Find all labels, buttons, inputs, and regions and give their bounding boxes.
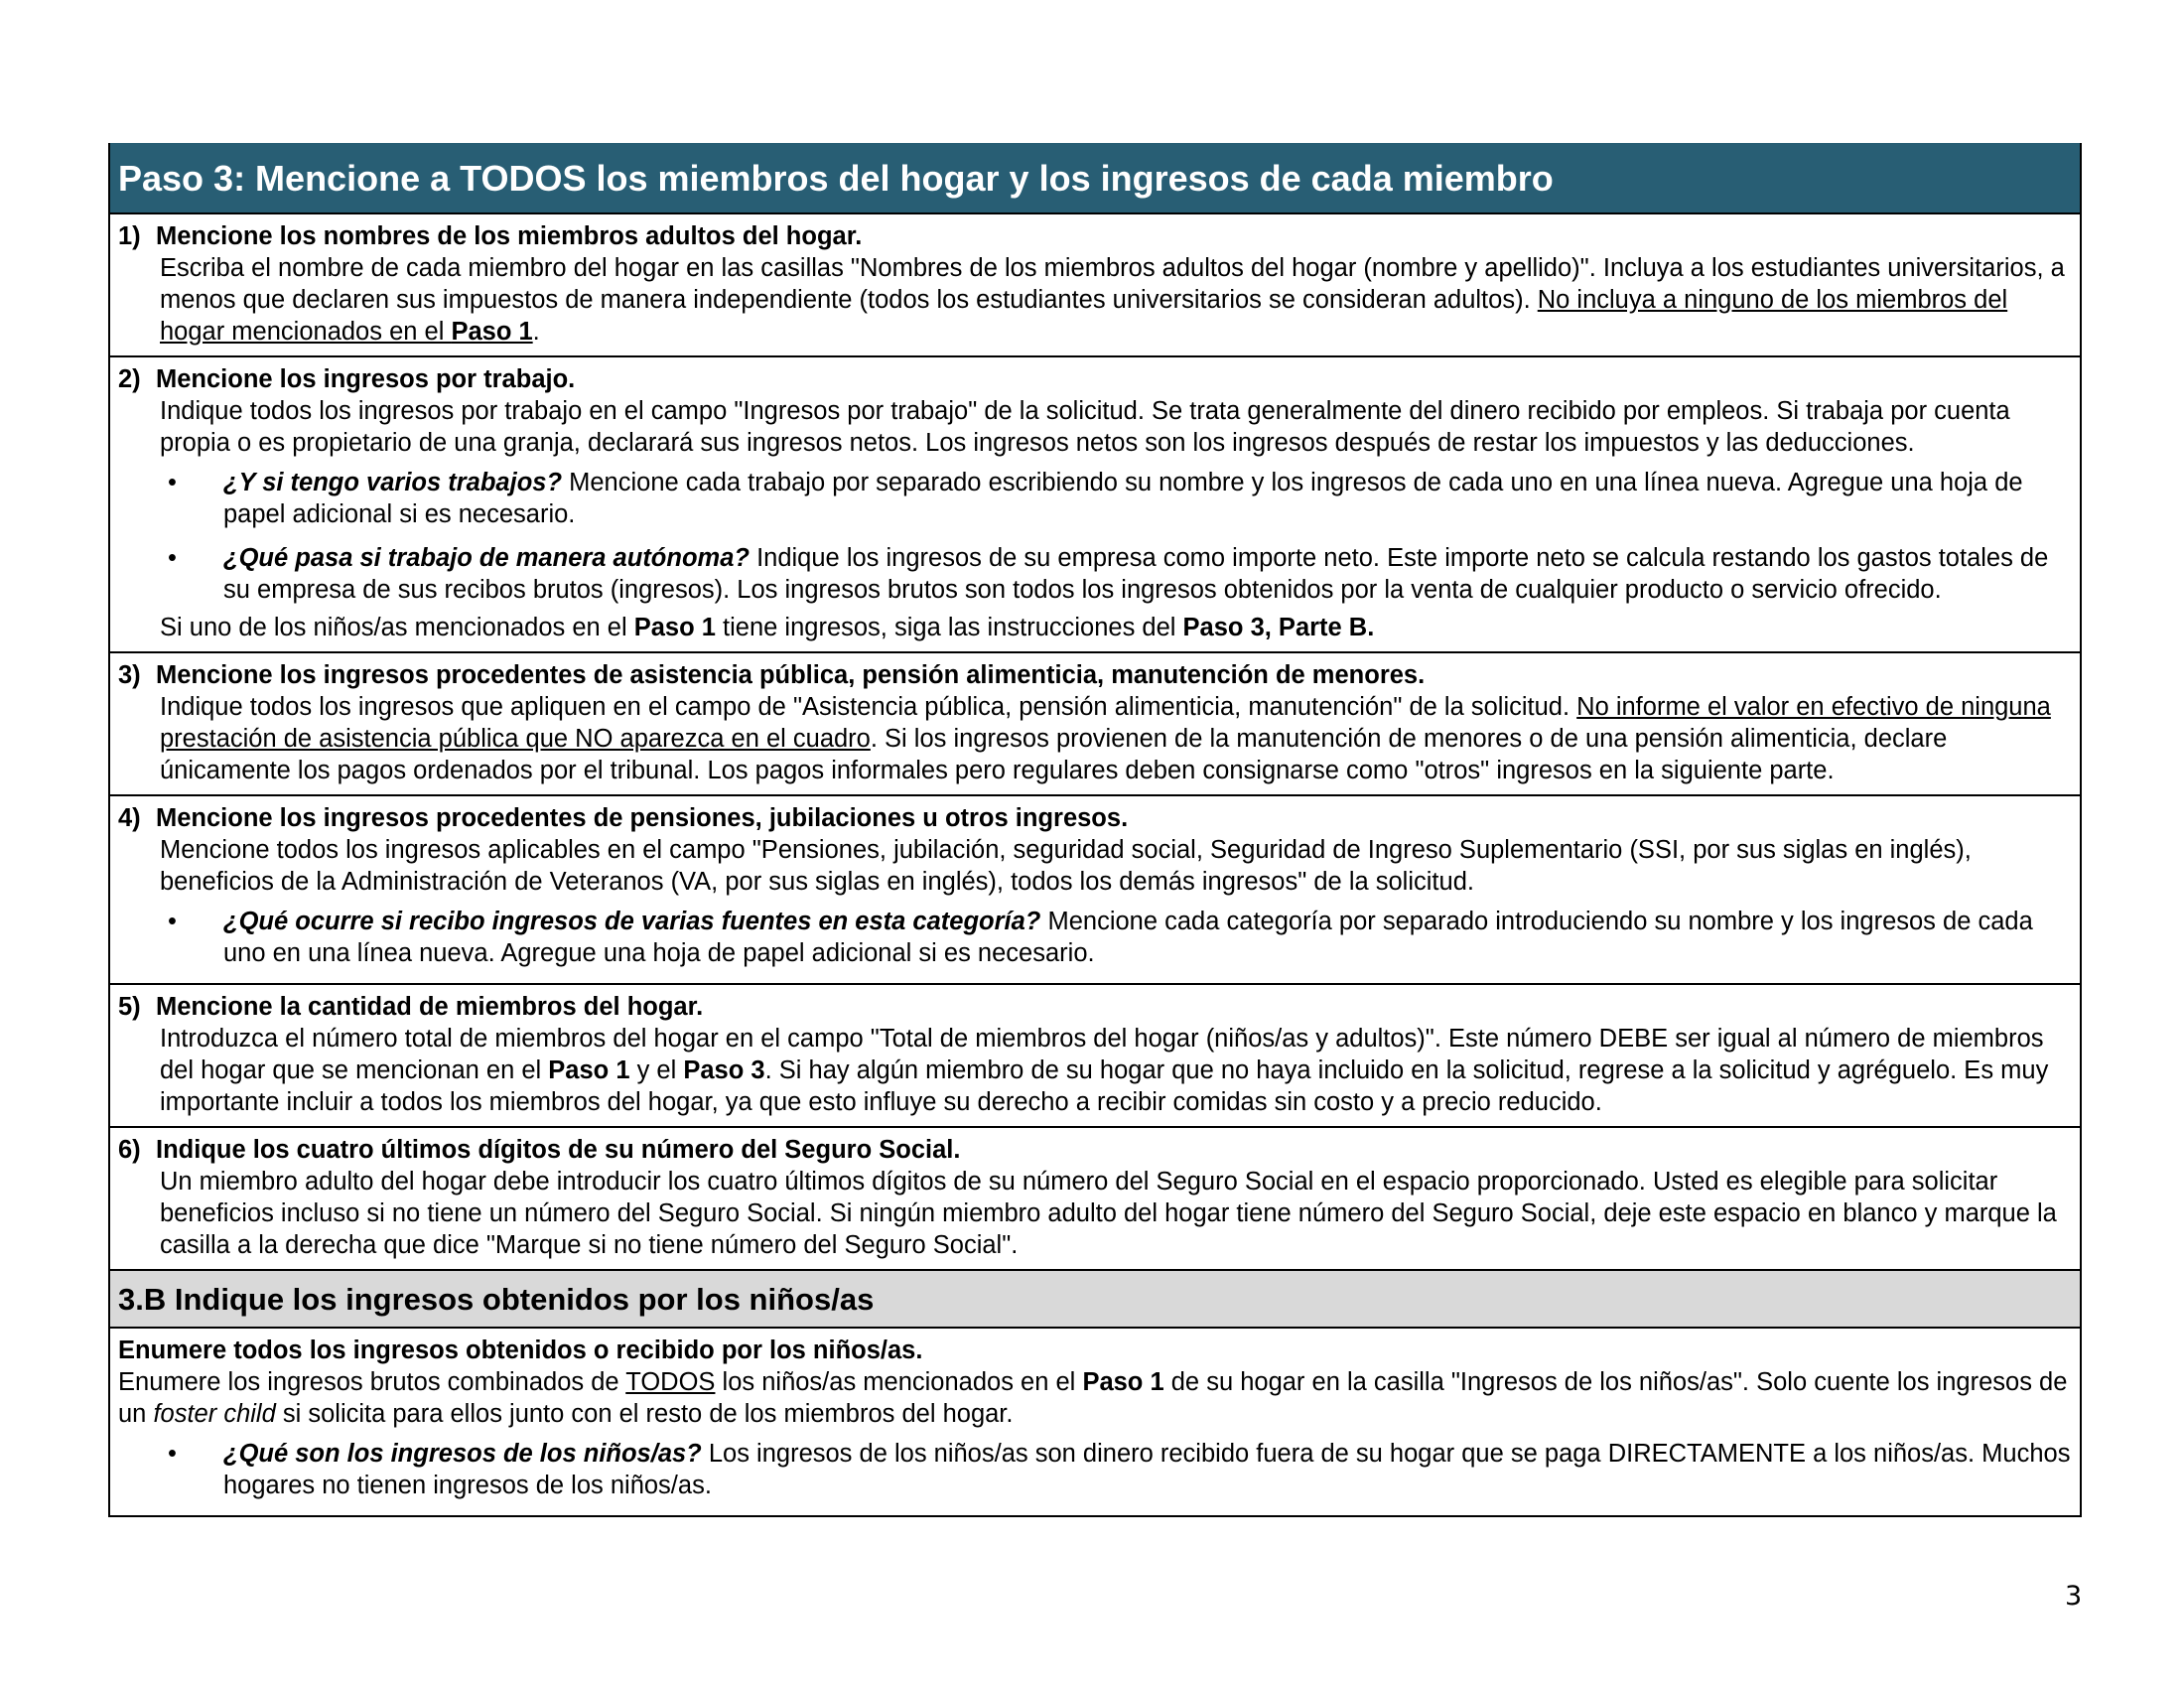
section-2-bullets: [118, 467, 2072, 606]
section-1-body: Escriba el nombre de cada miembro del hogar en las casillas "Nombres de los miembros adultos del hogar (nombre y apellido)". Incluya a los estudiantes universitarios, a menos que declaren sus impuestos de manera independiente (todos los estudiantes universitarios se consideran adultos). No incluya a ninguno de los miembros del hogar mencionados en el Paso 1.: [160, 254, 2065, 346]
part-b-title: 3.B Indique los ingresos obtenidos por los niños/as: [110, 1271, 2080, 1329]
section-5-body: Introduzca el número total de miembros del hogar en el campo "Total de miembros del hogar (niños/as y adultos)". Este número DEBE ser igual al número de miembros del hogar que se mencionan en el Paso 1 y el Paso 3. Si hay algún miembro de su hogar que no haya incluido en la solicitud, regrese a la solicitud y agréguelo. Es muy importante incluir a todos los miembros del hogar, ya que esto influye su derecho a recibir comidas sin costo y a precio reducido.: [160, 1025, 2049, 1116]
bullet-icon: •: [168, 908, 177, 935]
part-b-section: [110, 1329, 2080, 1515]
section-4-heading: 4) Mencione los ingresos procedentes de pensiones, jubilaciones u otros ingresos.: [118, 804, 1129, 832]
list-item: • ¿Qué pasa si trabajo de manera autónoma? Indique los ingresos de su empresa como importe neto. Este importe neto se calcula restando los gastos totales de su empresa de sus recibos brutos (ingresos). Los ingresos brutos son todos los ingresos obtenidos por la venta de cualquier producto o servicio ofrecido.: [168, 544, 2049, 604]
part-b-heading: Enumere todos los ingresos obtenidos o recibido por los niños/as.: [118, 1336, 923, 1364]
section-2-body: Indique todos los ingresos por trabajo en el campo "Ingresos por trabajo" de la solicitud. Se trata generalmente del dinero recibido por empleos. Si trabaja por cuenta propia o es propietario de una granja, declarará sus ingresos netos. Los ingresos netos son los ingresos después de restar los impuestos y las deducciones.: [160, 397, 2010, 457]
part-b-body: Enumere los ingresos brutos combinados de TODOS los niños/as mencionados en el Paso 1 de su hogar en la casilla "Ingresos de los niños/as". Solo cuente los ingresos de un foster child si solicita para ellos junto con el resto de los miembros del hogar.: [118, 1368, 2068, 1428]
section-1: [110, 214, 2080, 357]
section-4-body: Mencione todos los ingresos aplicables en el campo "Pensiones, jubilación, seguridad social, Seguridad de Ingreso Suplementario (SSI, por sus siglas en inglés), beneficios de la Administración de Veteranos (VA, por sus siglas en inglés), todos los demás ingresos" de la solicitud.: [160, 836, 1972, 896]
section-4: [110, 796, 2080, 985]
section-1-heading: 1) Mencione los nombres de los miembros adultos del hogar.: [118, 222, 863, 250]
section-5: [110, 985, 2080, 1128]
section-3-heading: 3) Mencione los ingresos procedentes de asistencia pública, pensión alimenticia, manutención de menores.: [118, 661, 1426, 689]
instructions-table: [108, 143, 2082, 1517]
section-6-body: Un miembro adulto del hogar debe introducir los cuatro últimos dígitos de su número del Seguro Social en el espacio proporcionado. Usted es elegible para solicitar beneficios incluso si no tiene un número del Seguro Social. Si ningún miembro adulto del hogar tiene número del Seguro Social, deje este espacio en blanco y marque la casilla a la derecha que dice "Marque si no tiene número del Seguro Social".: [160, 1168, 2057, 1259]
section-3-body: Indique todos los ingresos que apliquen en el campo de "Asistencia pública, pensión alimenticia, manutención" de la solicitud. No informe el valor en efectivo de ninguna prestación de asistencia pública que NO aparezca en el cuadro. Si los ingresos provienen de la manutención de menores o de una pensión alimenticia, declare únicamente los pagos ordenados por el tribunal. Los pagos informales pero regulares deben consignarse como "otros" ingresos en la siguiente parte.: [160, 693, 2051, 784]
page-number: 3: [2065, 1581, 2083, 1612]
section-2-heading: 2) Mencione los ingresos por trabajo.: [118, 365, 576, 393]
section-5-heading: 5) Mencione la cantidad de miembros del hogar.: [118, 993, 704, 1021]
section-3: [110, 653, 2080, 796]
step3-title: Paso 3: Mencione a TODOS los miembros del hogar y los ingresos de cada miembro: [110, 143, 2080, 214]
part-b-bullets: [118, 1438, 2072, 1501]
bullet-icon: •: [168, 544, 177, 572]
list-item: • ¿Qué son los ingresos de los niños/as? Los ingresos de los niños/as son dinero recibido fuera de su hogar que se paga DIRECTAMENTE a los niños/as. Muchos hogares no tienen ingresos de los niños/as.: [168, 1440, 2071, 1499]
section-2: [110, 357, 2080, 653]
bullet-icon: •: [168, 1440, 177, 1468]
section-6: [110, 1128, 2080, 1271]
list-item: • ¿Qué ocurre si recibo ingresos de varias fuentes en esta categoría? Mencione cada categoría por separado introduciendo su nombre y los ingresos de cada uno en una línea nueva. Agregue una hoja de papel adicional si es necesario.: [168, 908, 2033, 967]
section-2-footer: Si uno de los niños/as mencionados en el Paso 1 tiene ingresos, siga las instrucciones del Paso 3, Parte B.: [160, 614, 1375, 641]
bullet-icon: •: [168, 469, 177, 496]
section-4-bullets: [118, 906, 2072, 969]
list-item: • ¿Y si tengo varios trabajos? Mencione cada trabajo por separado escribiendo su nombre y los ingresos de cada uno en una línea nueva. Agregue una hoja de papel adicional si es necesario.: [168, 469, 2023, 528]
section-6-heading: 6) Indique los cuatro últimos dígitos de su número del Seguro Social.: [118, 1136, 961, 1164]
